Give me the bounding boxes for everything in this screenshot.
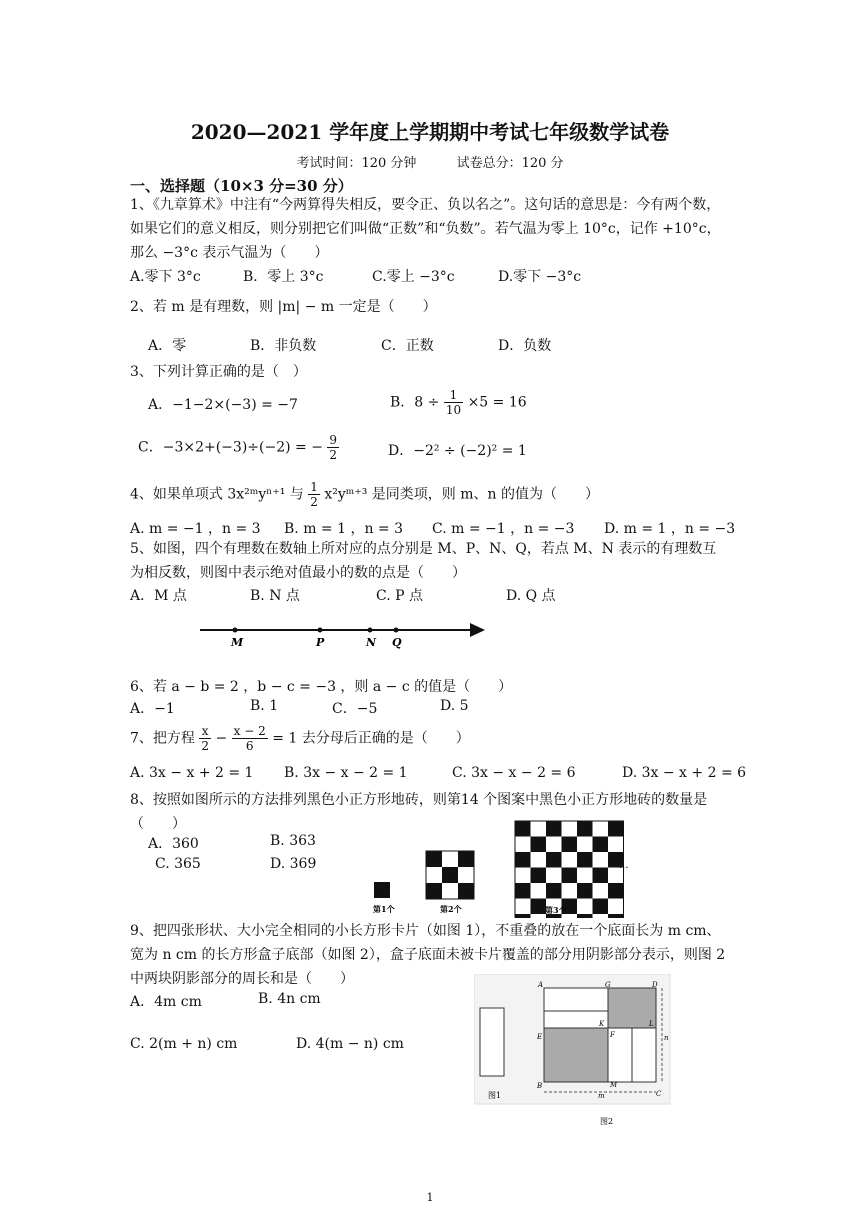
- q6-text: 6、若 a − b = 2 ，b − c = −3 ，则 a − c 的值是（ ）: [130, 679, 513, 695]
- black-tile: [562, 868, 578, 884]
- black-tile: [458, 883, 474, 899]
- q1-text: 1、《九章算术》中注有“今两算得失相反，要令正、负以名之”。这句话的意思是：今有两个数，如果它们的意义相反，则分别把它们叫做“正数”和“负数”。若气温为零上 10°c，记作 +10°c，那么 −3°c 表示气温为（ ）: [130, 197, 721, 261]
- q7-num-1: x: [199, 724, 211, 739]
- section-heading: 一、选择题（10×3 分=30 分）: [130, 177, 353, 195]
- q1-option-b: B．零上 3°c: [243, 269, 324, 285]
- q9-option-b: B. 4n cm: [258, 991, 321, 1007]
- q3b-num: 1: [444, 388, 463, 403]
- rectangle-cards-figure: [474, 974, 674, 1130]
- q3c-num: 9: [329, 433, 338, 447]
- q4-den: 2: [310, 495, 318, 509]
- q4-num: 1: [310, 480, 318, 494]
- pt-a: A: [538, 981, 544, 989]
- q7-option-c: C. 3x − x − 2 = 6: [452, 765, 576, 781]
- q1-option-c: C.零上 −3°c: [372, 269, 455, 285]
- q3c-pre: C．−3×2+(−3)÷(−2) = −: [138, 439, 323, 456]
- q8-text: 8、按照如图所示的方法排列黑色小正方形地砖，则第14 个图案中黑色小正方形地砖的数量是（ ）: [130, 792, 708, 832]
- q1-option-a: A.零下 3°c: [130, 269, 201, 285]
- q9-option-a: A．4m cm: [130, 994, 202, 1010]
- pt-d: D: [652, 981, 658, 989]
- q7-fraction-1: [199, 724, 211, 753]
- q4-post: x²yᵐ⁺³ 是同类项，则 m、n 的值为（ ）: [324, 486, 599, 503]
- number-line: [195, 618, 495, 650]
- black-tile: [577, 914, 593, 918]
- card-fig1: [480, 1008, 504, 1076]
- black-tile: [531, 868, 547, 884]
- fig2-label: 图2: [600, 1117, 614, 1126]
- black-tile: [515, 821, 531, 837]
- q2-option-d: D．负数: [498, 338, 552, 354]
- black-tile: [546, 852, 562, 868]
- pt-g: G: [605, 981, 611, 989]
- pattern-2: [426, 851, 474, 899]
- q3-option-d: D．−2² ÷ (−2)² = 1: [388, 443, 527, 459]
- q9-text: 9、把四张形状、大小完全相同的小长方形卡片（如图 1），不重叠的放在一个底面长为 m cm、宽为 n cm 的长方形盒子底部（如图 2），盒子底面未被卡片覆盖的部分用阴影部分表示，则图 2 中两块阴影部分的周长和是（ ）: [130, 923, 726, 987]
- q8-option-d: D. 369: [270, 856, 317, 872]
- q3b-fraction: [444, 388, 463, 417]
- q5-option-a: A．M 点: [130, 588, 187, 604]
- q6-option-c: C．−5: [332, 701, 378, 717]
- black-tile: [426, 883, 442, 899]
- q7-post: = 1 去分母后正确的是（ ）: [272, 730, 470, 747]
- q4-option-a: A. m = −1 ，n = 3: [130, 521, 261, 537]
- q3c-fraction: [327, 433, 339, 462]
- pt-m: M: [610, 1081, 618, 1089]
- page-number: 1: [426, 1191, 434, 1204]
- pt-b: B: [537, 1082, 543, 1090]
- q4-pre: 4、如果单项式 3x²ᵐyⁿ⁺¹ 与: [130, 486, 304, 503]
- black-tile: [593, 868, 609, 884]
- q3-text: 3、下列计算正确的是（ ）: [130, 364, 307, 380]
- q2-option-b: B．非负数: [250, 338, 317, 354]
- black-tile: [546, 883, 562, 899]
- q3b-den: 10: [445, 403, 462, 417]
- black-tile: [442, 867, 458, 883]
- q3c-den: 2: [329, 448, 338, 462]
- q2-option-a: A．零: [148, 338, 187, 354]
- q9-option-d: D. 4(m − n) cm: [296, 1036, 404, 1052]
- black-tile: [608, 821, 624, 837]
- pt-l: L: [649, 1020, 654, 1028]
- label-n: N: [366, 636, 377, 649]
- q3-option-a: A．−1−2×(−3) = −7: [148, 397, 298, 413]
- point-p: [318, 628, 323, 633]
- pattern-2-label: 第2个: [440, 904, 462, 914]
- black-tile: [562, 837, 578, 853]
- point-q: [394, 628, 399, 633]
- label-p: P: [316, 636, 325, 649]
- q8-option-a: A．360: [148, 836, 199, 852]
- q3-option-c: [138, 433, 339, 462]
- q7-option-a: A. 3x − x + 2 = 1: [130, 765, 254, 781]
- q4-option-c: C. m = −1 ，n = −3: [432, 521, 575, 537]
- q5-option-c: C. P 点: [376, 588, 423, 604]
- pt-e: E: [537, 1033, 543, 1041]
- q2-text: 2、若 m 是有理数，则 |m| − m 一定是（ ）: [130, 299, 437, 315]
- q9-option-c: C. 2(m + n) cm: [130, 1036, 238, 1052]
- q6-option-d: D. 5: [440, 698, 469, 714]
- black-tile: [515, 883, 531, 899]
- black-tile: [608, 914, 624, 918]
- q1-option-d: D.零下 −3°c: [498, 269, 582, 285]
- q7-den-1: 2: [201, 739, 210, 753]
- q7-option-d: D. 3x − x + 2 = 6: [622, 765, 747, 781]
- pt-f: F: [610, 1031, 615, 1039]
- q3b-pre: B．8 ÷: [390, 394, 440, 411]
- label-q: Q: [392, 636, 402, 649]
- pattern-1: [374, 882, 390, 898]
- pattern-3: [515, 821, 624, 918]
- shaded-region-bottom: [544, 1028, 608, 1082]
- exam-info: [0, 152, 860, 171]
- q5-text: 5、如图，四个有理数在数轴上所对应的点分别是 M、P、N、Q，若点 M、N 表示的有理数互为相反数，则图中表示绝对值最小的数的点是（ ）: [130, 541, 717, 581]
- q8-option-c: C. 365: [155, 856, 201, 872]
- black-tile: [593, 837, 609, 853]
- q7-minus: −: [215, 730, 228, 747]
- q6-option-b: B. 1: [250, 698, 279, 714]
- q4-text: [130, 480, 599, 509]
- black-tile: [531, 899, 547, 915]
- pt-c: C: [656, 1090, 662, 1098]
- dim-n-label: n: [664, 1034, 669, 1042]
- black-tile: [515, 914, 531, 918]
- pt-k: K: [599, 1020, 605, 1028]
- black-tile: [531, 837, 547, 853]
- black-tile: [546, 821, 562, 837]
- q7-pre: 7、把方程: [130, 730, 195, 747]
- q7-den-2: 6: [245, 739, 254, 753]
- black-tile: [577, 852, 593, 868]
- q8-option-b: B. 363: [270, 833, 316, 849]
- pattern-3-label: 第3个: [545, 905, 567, 915]
- q7-option-b: B. 3x − x − 2 = 1: [284, 765, 408, 781]
- tile-pattern-figure: [365, 818, 635, 918]
- exam-title: 2020—2021 学年度上学期期中考试七年级数学试卷: [190, 120, 670, 144]
- q7-fraction-2: [232, 724, 268, 753]
- q4-option-d: D. m = 1 ，n = −3: [604, 521, 736, 537]
- dim-m-label: m: [598, 1092, 605, 1100]
- q4-fraction: [308, 480, 320, 509]
- pattern-1-label: 第1个: [373, 904, 395, 914]
- black-tile: [515, 852, 531, 868]
- q5-option-d: D. Q 点: [506, 588, 556, 604]
- q7-num-2: x − 2: [233, 724, 266, 738]
- q4-option-b: B. m = 1 ，n = 3: [284, 521, 404, 537]
- exam-time: 考试时间：120 分钟: [296, 156, 417, 171]
- black-tile: [458, 851, 474, 867]
- q3b-post: ×5 = 16: [467, 394, 527, 411]
- fig1-label: 图1: [488, 1091, 502, 1100]
- point-m: [233, 628, 238, 633]
- black-tile: [426, 851, 442, 867]
- q2-option-c: C．正数: [381, 338, 434, 354]
- black-tile: [593, 899, 609, 915]
- q3-option-b: [390, 388, 527, 417]
- label-m: M: [231, 636, 244, 649]
- q6-option-a: A．−1: [130, 701, 175, 717]
- black-tile: [577, 821, 593, 837]
- pattern-ellipsis: ···: [619, 863, 629, 874]
- point-n: [368, 628, 373, 633]
- black-tile: [577, 883, 593, 899]
- black-tile: [608, 883, 624, 899]
- exam-total: 试卷总分：120 分: [456, 156, 564, 171]
- q5-option-b: B. N 点: [250, 588, 300, 604]
- q7-text: [130, 724, 470, 753]
- number-line-arrow: [470, 623, 485, 637]
